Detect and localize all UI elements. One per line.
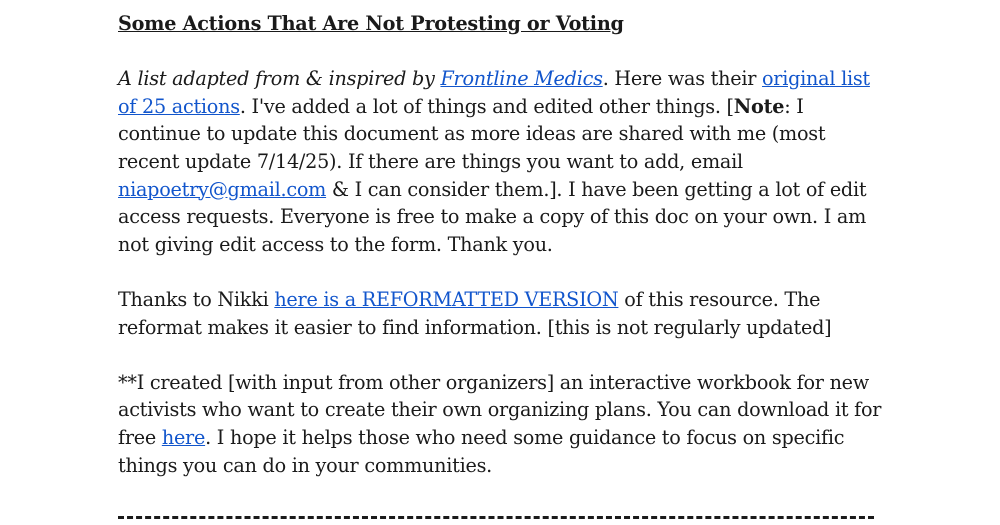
- note-label: Note: [733, 94, 785, 118]
- reformat-paragraph: [118, 286, 888, 341]
- reformat-text-1: Thanks to Nikki: [118, 287, 275, 311]
- intro-text-1: . Here was their: [602, 67, 762, 91]
- workbook-text-2: . I hope it helps those who need some guidance to focus on specific things you can do in your communities.: [118, 425, 845, 477]
- reformatted-version-link[interactable]: here is a REFORMATTED VERSION: [274, 287, 619, 311]
- intro-paragraph: [118, 65, 888, 258]
- reformat-text-2: of this resource. The reformat makes it easier to find information. [this is not regularly updated]: [118, 287, 832, 339]
- intro-text-3: : I continue to update this document as more ideas are shared with me (most recent update 7/14/25). If there are things you want to add, email: [118, 94, 826, 173]
- document-title: Some Actions That Are Not Protesting or Voting: [118, 12, 624, 35]
- intro-italic-lead: A list adapted from & inspired by: [118, 67, 441, 91]
- document-body: [118, 10, 888, 507]
- intro-text-4: & I can consider them.]. I have been getting a lot of edit access requests. Everyone is free to make a copy of this doc on your own. I am not giving edit access to the form. Thank you.: [118, 177, 867, 256]
- intro-text-2: . I've added a lot of things and edited other things. [: [239, 94, 734, 118]
- workbook-text-1: **I created [with input from other organizers] an interactive workbook for new activists who want to create their own organizing plans. You can download it for free: [118, 370, 882, 449]
- workbook-paragraph: [118, 369, 888, 479]
- original-list-link[interactable]: original list of 25 actions: [118, 67, 870, 118]
- email-link[interactable]: niapoetry@gmail.com: [118, 177, 327, 201]
- section-divider: [118, 516, 874, 519]
- frontline-medics-link[interactable]: Frontline Medics: [440, 67, 603, 91]
- workbook-download-link[interactable]: here: [161, 425, 206, 449]
